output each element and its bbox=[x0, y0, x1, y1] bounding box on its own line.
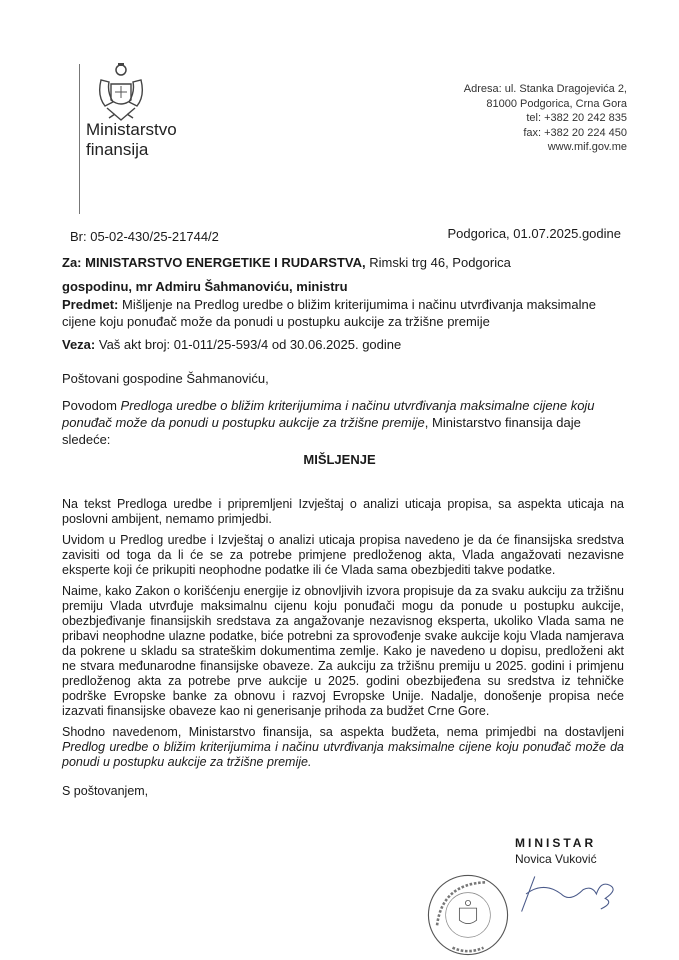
intro-suffix: , Ministarstvo finansija daje sledeće: bbox=[62, 415, 581, 447]
address-line: Adresa: ul. Stanka Dragojevića 2, bbox=[463, 83, 627, 95]
subject-label: Predmet: bbox=[62, 297, 119, 312]
address-line: 81000 Podgorica, Crna Gora bbox=[486, 97, 627, 110]
official-stamp bbox=[425, 872, 511, 958]
recipient bbox=[62, 254, 622, 295]
phone-line: tel: +382 20 242 835 bbox=[526, 112, 627, 124]
conclusion-italic: Predlog uredbe o bližim kriterijumima i načinu utvrđivanja maksimalne cijene koju ponuđač može da ponudi u postupku aukcije za tržišne premije. bbox=[62, 740, 624, 769]
recipient-address: Rimski trg 46, Podgorica bbox=[369, 255, 511, 270]
recipient-org: MINISTARSTVO ENERGETIKE I RUDARSTVA, bbox=[85, 255, 366, 270]
subject bbox=[62, 296, 628, 330]
conclusion-prefix: Shodno navedenom, Ministarstvo finansija, sa aspekta budžeta, nema primjedbi na dostavljeni bbox=[62, 725, 624, 739]
closing: S poštovanjem, bbox=[62, 784, 149, 798]
ministry-name-line2: finansija bbox=[86, 140, 149, 159]
paragraph-2: Uvidom u Predlog uredbe i Izvještaj o analizi uticaja propisa navedeno je da će finansijska sredstva zavisiti od toga da li će se za potrebe primjene predloženog akta, Vlada angažovati nezavisne eksperte koji će prikupiti neophodne podatke ili će Vlada sama obezbjediti takve podatke. bbox=[62, 533, 624, 577]
contact-address bbox=[464, 82, 627, 155]
section-heading: MIŠLJENJE bbox=[303, 452, 376, 467]
website-line: www.mif.gov.me bbox=[547, 141, 627, 153]
fax-line: fax: +382 20 224 450 bbox=[523, 126, 627, 139]
recipient-person: gospodinu, mr Admiru Šahmanoviću, ministru bbox=[62, 279, 348, 294]
intro-paragraph bbox=[62, 397, 622, 448]
handwritten-signature bbox=[515, 872, 625, 916]
link-label: Veza: bbox=[62, 337, 96, 352]
reference-link bbox=[62, 336, 622, 353]
salutation: Poštovani gospodine Šahmanoviću, bbox=[62, 371, 269, 386]
coat-of-arms-logo bbox=[93, 62, 149, 124]
reference-number: Br: 05-02-430/25-21744/2 bbox=[70, 229, 219, 244]
paragraph-1: Na tekst Predloga uredbe i pripremljeni Izvještaj o analizi uticaja propisa, sa aspekta uticaja na poslovni ambijent, nemamo primjedbi. bbox=[62, 497, 624, 526]
signatory-title: MINISTAR bbox=[515, 836, 597, 850]
conclusion-paragraph bbox=[62, 725, 624, 770]
link-text: Vaš akt broj: 01-011/25-593/4 od 30.06.2025. godine bbox=[98, 337, 402, 352]
intro-prefix: Povodom bbox=[62, 398, 117, 413]
letter-body bbox=[62, 497, 624, 799]
document-date: Podgorica, 01.07.2025.godine bbox=[447, 226, 621, 241]
subject-text: Mišljenje na Predlog uredbe o bližim kriterijumima i načinu utvrđivanja maksimalne cijene koju ponuđač može da ponudi u postupku aukcije za tržišne premije bbox=[62, 297, 596, 329]
paragraph-3: Naime, kako Zakon o korišćenju energije iz obnovljivih izvora propisuje da za svaku aukciju za tržišnu premiju Vlada utvrđuje maksimalnu cijenu koju ponuđači mogu da ponude u postupku aukcije, obezbjeđivanje finansijskih sredstava za angažovanje nezavisnog eksperta, ukoliko Vlada sama ne pribavi neophodne ulazne podatke, biće potrebni za sprovođenje svake aukcije koju Vlada namjerava da pokrene u skladu sa strateškim dokumentima zemlje. Kako je navedeno u dopisu, predloženi akt ne stvara međunarodne finansijske obaveze. Za aukciju za tržišnu premiju u 2025. godini i primjenu predloženog akta za potrebe prve aukcije u 2025. godini obezbijeđena su sredstva iz tehničke podrške Evropske banke za obnovu i razvoj Evropske Unije. Nadalje, donošenje propisa neće izazvati finansijske obaveze kao ni generisanje prihoda za budžet Crne Gore. bbox=[62, 584, 624, 718]
ministry-name bbox=[86, 120, 177, 160]
intro-italic: Predloga uredbe o bližim kriterijumima i načinu utvrđivanja maksimalne cijene koju ponuđač može da ponudi u postupku aukcije za tržišne premije bbox=[62, 398, 595, 430]
letterhead-divider bbox=[79, 64, 80, 214]
signatory-name: Novica Vuković bbox=[515, 852, 597, 866]
ministry-name-line1: Ministarstvo bbox=[86, 120, 177, 139]
recipient-label: Za: bbox=[62, 255, 82, 270]
